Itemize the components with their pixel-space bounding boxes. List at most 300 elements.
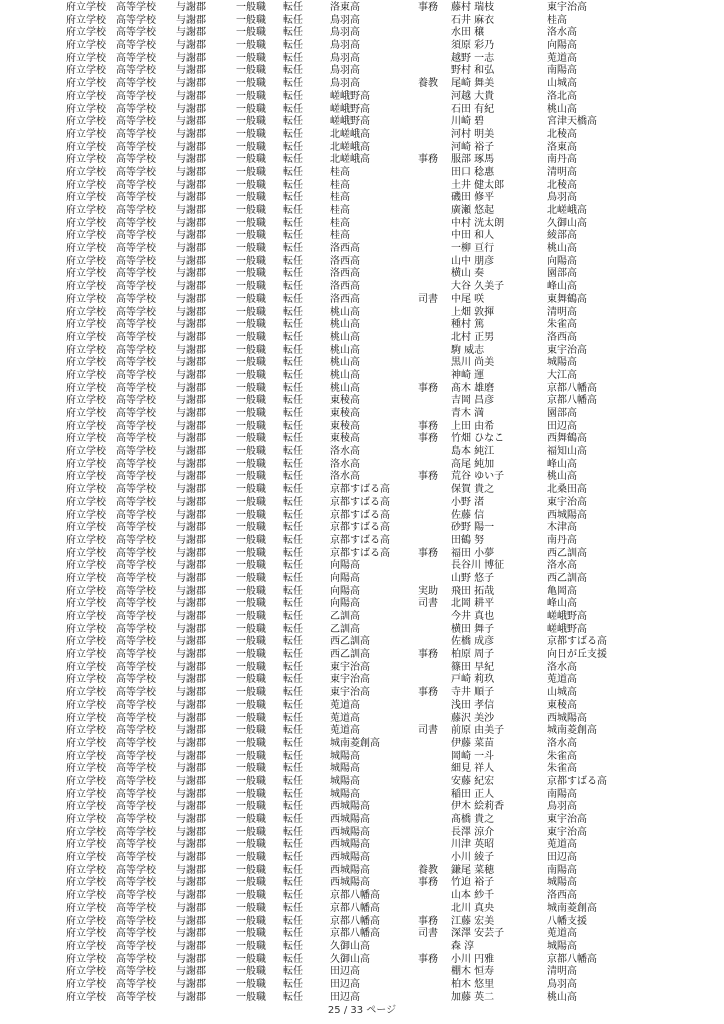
destination-school-cell: 京都すばる高 [330,534,390,546]
employee-name-cell: 福田 小夢 [451,547,495,559]
job-class-cell: 一般職 [236,737,266,749]
category-cell: 府立学校 [66,890,106,902]
transfer-type-cell: 転任 [283,699,303,711]
employee-name-cell: 青木 満 [451,408,485,419]
previous-school-cell: 西舞鶴高 [547,433,587,445]
employee-name-cell: 髙木 雄磨 [451,382,495,394]
destination-school-cell: 久御山高 [330,940,370,952]
category-cell: 府立学校 [66,687,106,699]
employee-name-cell: 山中 朋彦 [451,255,495,267]
destination-school-cell: 東宇治高 [330,687,370,699]
table-row [0,624,724,637]
table-row [0,611,724,624]
job-class-cell: 一般職 [236,408,266,419]
job-class-cell: 一般職 [236,890,266,902]
transfer-type-cell: 転任 [283,902,303,914]
category-cell: 府立学校 [66,598,106,610]
table-row [0,751,724,764]
category-cell: 府立学校 [66,725,106,737]
school-type-cell: 高等学校 [116,382,156,394]
job-class-cell: 一般職 [236,205,266,216]
table-row [0,230,724,243]
job-class-cell: 一般職 [236,509,266,521]
school-type-cell: 高等学校 [116,217,156,229]
district-cell: 与謝郡 [176,928,206,940]
district-cell: 与謝郡 [176,877,206,889]
previous-school-cell: 北桑田高 [547,484,587,496]
previous-school-cell: 莵道高 [547,928,577,940]
previous-school-cell: 向陽高 [547,255,577,267]
employee-name-cell: 森 淳 [451,940,475,952]
district-cell: 与謝郡 [176,458,206,470]
employee-name-cell: 小川 綾子 [451,852,495,864]
district-cell: 与謝郡 [176,522,206,534]
employee-name-cell: 佐橋 成彦 [451,636,495,648]
district-cell: 与謝郡 [176,433,206,445]
category-cell: 府立学校 [66,560,106,572]
employee-name-cell: 越野 一志 [451,52,495,64]
previous-school-cell: 福知山高 [547,446,587,458]
category-cell: 府立学校 [66,90,106,102]
job-class-cell: 一般職 [236,471,266,483]
district-cell: 与謝郡 [176,243,206,255]
district-cell: 与謝郡 [176,293,206,305]
position-cell: 事務 [418,915,438,927]
school-type-cell: 高等学校 [116,281,156,293]
position-cell: 事務 [418,420,438,432]
job-class-cell: 一般職 [236,243,266,255]
employee-name-cell: 大谷 久美子 [451,281,505,293]
category-cell: 府立学校 [66,65,106,77]
previous-school-cell: 城南菱創高 [547,902,597,914]
district-cell: 与謝郡 [176,382,206,394]
destination-school-cell: 鳥羽高 [330,27,360,39]
district-cell: 与謝郡 [176,446,206,458]
district-cell: 与謝郡 [176,852,206,864]
employee-name-cell: 尾崎 舞美 [451,78,495,90]
job-class-cell: 一般職 [236,65,266,77]
table-row [0,674,724,687]
previous-school-cell: 綾部高 [547,230,577,242]
previous-school-cell: 桃山高 [547,243,577,255]
category-cell: 府立学校 [66,852,106,864]
previous-school-cell: 嵯峨野高 [547,623,587,635]
table-row [0,116,724,129]
category-cell: 府立学校 [66,547,106,559]
employee-name-cell: 北村 正男 [451,331,495,343]
district-cell: 与謝郡 [176,890,206,902]
previous-school-cell: 木津高 [547,522,577,534]
district-cell: 与謝郡 [176,788,206,800]
previous-school-cell: 向日が丘支援 [547,649,607,661]
district-cell: 与謝郡 [176,369,206,381]
transfer-type-cell: 転任 [283,940,303,952]
destination-school-cell: 桃山高 [330,319,360,331]
transfer-type-cell: 転任 [283,864,303,876]
previous-school-cell: 東宇治高 [547,344,587,356]
destination-school-cell: 莵道高 [330,712,360,724]
table-row [0,357,724,370]
transfer-type-cell: 転任 [283,661,303,673]
job-class-cell: 一般職 [236,52,266,64]
employee-name-cell: 山野 悠子 [451,572,495,584]
previous-school-cell: 京都すばる高 [547,775,607,787]
district-cell: 与謝郡 [176,408,206,419]
employee-name-cell: 鎌尾 菜穂 [451,864,495,876]
destination-school-cell: 桃山高 [330,344,360,356]
table-row [0,53,724,66]
job-class-cell: 一般職 [236,166,266,178]
table-row [0,167,724,180]
category-cell: 府立学校 [66,699,106,711]
district-cell: 与謝郡 [176,801,206,813]
job-class-cell: 一般職 [236,547,266,559]
category-cell: 府立学校 [66,978,106,990]
destination-school-cell: 洛水高 [330,446,360,458]
school-type-cell: 高等学校 [116,369,156,381]
transfer-type-cell: 転任 [283,217,303,229]
position-cell: 司書 [418,725,438,737]
previous-school-cell: 田辺高 [547,852,577,864]
school-type-cell: 高等学校 [116,128,156,140]
employee-name-cell: 野村 和弘 [451,65,495,77]
transfer-type-cell: 転任 [283,534,303,546]
employee-name-cell: 竹迫 裕子 [451,877,495,889]
employee-name-cell: 服部 琢馬 [451,154,495,166]
employee-name-cell: 北川 真央 [451,902,495,914]
table-row [0,814,724,827]
district-cell: 与謝郡 [176,864,206,876]
transfer-type-cell: 転任 [283,369,303,381]
table-row [0,243,724,256]
employee-name-cell: 吉岡 昌彦 [451,395,495,407]
transfer-type-cell: 転任 [283,509,303,521]
employee-name-cell: 伊木 絵莉香 [451,801,505,813]
school-type-cell: 高等学校 [116,725,156,737]
employee-name-cell: 棚木 恒寿 [451,966,495,978]
previous-school-cell: 宮津天橋高 [547,116,597,128]
job-class-cell: 一般職 [236,623,266,635]
transfer-type-cell: 転任 [283,611,303,622]
previous-school-cell: 南陽高 [547,864,577,876]
job-class-cell: 一般職 [236,128,266,140]
previous-school-cell: 東宇治高 [547,814,587,825]
employee-name-cell: 河崎 裕子 [451,141,495,153]
previous-school-cell: 南陽高 [547,65,577,77]
job-class-cell: 一般職 [236,319,266,331]
job-class-cell: 一般職 [236,433,266,445]
transfer-type-cell: 転任 [283,14,303,26]
district-cell: 与謝郡 [176,103,206,115]
district-cell: 与謝郡 [176,737,206,749]
destination-school-cell: 洛西高 [330,293,360,305]
school-type-cell: 高等学校 [116,712,156,724]
district-cell: 与謝郡 [176,966,206,978]
destination-school-cell: 西城陽高 [330,826,370,838]
job-class-cell: 一般職 [236,116,266,128]
table-row [0,345,724,358]
job-class-cell: 一般職 [236,674,266,686]
district-cell: 与謝郡 [176,116,206,128]
district-cell: 与謝郡 [176,179,206,191]
category-cell: 府立学校 [66,217,106,229]
category-cell: 府立学校 [66,737,106,749]
category-cell: 府立学校 [66,446,106,458]
previous-school-cell: 西城陽高 [547,712,587,724]
table-row [0,510,724,523]
destination-school-cell: 西乙訓高 [330,636,370,648]
employee-name-cell: 田鶴 努 [451,534,485,546]
transfer-type-cell: 転任 [283,826,303,838]
district-cell: 与謝郡 [176,268,206,280]
job-class-cell: 一般職 [236,141,266,153]
job-class-cell: 一般職 [236,2,266,13]
transfer-type-cell: 転任 [283,281,303,293]
school-type-cell: 高等学校 [116,27,156,39]
transfer-type-cell: 転任 [283,446,303,458]
table-row [0,877,724,890]
job-class-cell: 一般職 [236,852,266,864]
previous-school-cell: 桂高 [547,14,567,26]
district-cell: 与謝郡 [176,534,206,546]
category-cell: 府立学校 [66,611,106,622]
school-type-cell: 高等学校 [116,649,156,661]
destination-school-cell: 鳥羽高 [330,40,360,52]
transfer-type-cell: 転任 [283,890,303,902]
previous-school-cell: 西城陽高 [547,509,587,521]
job-class-cell: 一般職 [236,991,266,1003]
employee-name-cell: 一柳 亘行 [451,243,495,255]
employee-name-cell: 細見 祥人 [451,763,495,775]
employee-name-cell: 山本 紗千 [451,890,495,902]
previous-school-cell: 八幡支援 [547,915,587,927]
transfer-type-cell: 転任 [283,116,303,128]
employee-name-cell: 岡崎 一斗 [451,750,495,762]
previous-school-cell: 峰山高 [547,281,577,293]
destination-school-cell: 西城陽高 [330,864,370,876]
destination-school-cell: 桃山高 [330,382,360,394]
employee-name-cell: 戸崎 莉玖 [451,674,495,686]
table-row [0,713,724,726]
table-row [0,192,724,205]
destination-school-cell: 西城陽高 [330,839,370,851]
category-cell: 府立学校 [66,331,106,343]
category-cell: 府立学校 [66,484,106,496]
transfer-type-cell: 転任 [283,40,303,52]
table-row [0,40,724,53]
job-class-cell: 一般職 [236,788,266,800]
table-row [0,27,724,40]
previous-school-cell: 朱雀高 [547,319,577,331]
previous-school-cell: 東宇治高 [547,826,587,838]
job-class-cell: 一般職 [236,611,266,622]
destination-school-cell: 北嵯峨高 [330,128,370,140]
district-cell: 与謝郡 [176,763,206,775]
school-type-cell: 高等学校 [116,852,156,864]
district-cell: 与謝郡 [176,623,206,635]
table-row [0,776,724,789]
previous-school-cell: 園部高 [547,268,577,280]
destination-school-cell: 洛西高 [330,255,360,267]
school-type-cell: 高等学校 [116,801,156,813]
category-cell: 府立学校 [66,649,106,661]
category-cell: 府立学校 [66,395,106,407]
destination-school-cell: 莵道高 [330,725,360,737]
district-cell: 与謝郡 [176,649,206,661]
page-number: 25 / 33 ページ [327,1005,397,1016]
employee-name-cell: 小野 渚 [451,496,485,508]
employee-name-cell: 藤村 瑞枝 [451,2,495,13]
table-row [0,738,724,751]
table-row [0,979,724,992]
district-cell: 与謝郡 [176,128,206,140]
transfer-type-cell: 転任 [283,141,303,153]
transfer-type-cell: 転任 [283,585,303,597]
transfer-type-cell: 転任 [283,458,303,470]
district-cell: 与謝郡 [176,496,206,508]
employee-name-cell: 深澤 安芸子 [451,928,505,940]
transfer-type-cell: 転任 [283,27,303,39]
job-class-cell: 一般職 [236,395,266,407]
transfer-type-cell: 転任 [283,103,303,115]
employee-name-cell: 浅田 孝信 [451,699,495,711]
category-cell: 府立学校 [66,788,106,800]
category-cell: 府立学校 [66,154,106,166]
previous-school-cell: 峰山高 [547,458,577,470]
employee-name-cell: 飛田 拓哉 [451,585,495,597]
employee-name-cell: 横山 奏 [451,268,485,280]
previous-school-cell: 莵道高 [547,674,577,686]
transfer-type-cell: 転任 [283,978,303,990]
school-type-cell: 高等学校 [116,687,156,699]
transfer-type-cell: 転任 [283,915,303,927]
category-cell: 府立学校 [66,369,106,381]
district-cell: 与謝郡 [176,255,206,267]
school-type-cell: 高等学校 [116,928,156,940]
category-cell: 府立学校 [66,991,106,1003]
employee-name-cell: 稲田 正人 [451,788,495,800]
category-cell: 府立学校 [66,915,106,927]
district-cell: 与謝郡 [176,90,206,102]
destination-school-cell: 東稜高 [330,433,360,445]
employee-name-cell: 今井 真也 [451,611,495,622]
category-cell: 府立学校 [66,2,106,13]
destination-school-cell: 西城陽高 [330,801,370,813]
job-class-cell: 一般職 [236,179,266,191]
district-cell: 与謝郡 [176,636,206,648]
job-class-cell: 一般職 [236,750,266,762]
table-row [0,15,724,28]
employee-name-cell: 川崎 碧 [451,116,485,128]
category-cell: 府立学校 [66,940,106,952]
previous-school-cell: 東舞鶴高 [547,293,587,305]
table-row [0,598,724,611]
previous-school-cell: 洛水高 [547,737,577,749]
category-cell: 府立学校 [66,205,106,216]
previous-school-cell: 北稜高 [547,128,577,140]
transfer-type-cell: 転任 [283,877,303,889]
category-cell: 府立学校 [66,243,106,255]
school-type-cell: 高等学校 [116,877,156,889]
school-type-cell: 高等学校 [116,446,156,458]
category-cell: 府立学校 [66,306,106,318]
category-cell: 府立学校 [66,179,106,191]
destination-school-cell: 京都八幡高 [330,928,380,940]
table-row [0,408,724,421]
destination-school-cell: 田辺高 [330,966,360,978]
category-cell: 府立学校 [66,712,106,724]
school-type-cell: 高等学校 [116,395,156,407]
transfer-type-cell: 転任 [283,268,303,280]
job-class-cell: 一般職 [236,636,266,648]
table-row [0,446,724,459]
employee-name-cell: 田口 稔惠 [451,166,495,178]
employee-name-cell: 神崎 運 [451,369,485,381]
previous-school-cell: 向陽高 [547,40,577,52]
previous-school-cell: 西乙訓高 [547,572,587,584]
job-class-cell: 一般職 [236,940,266,952]
school-type-cell: 高等学校 [116,547,156,559]
job-class-cell: 一般職 [236,496,266,508]
table-row [0,205,724,218]
category-cell: 府立学校 [66,268,106,280]
destination-school-cell: 京都すばる高 [330,484,390,496]
job-class-cell: 一般職 [236,14,266,26]
table-row [0,548,724,561]
district-cell: 与謝郡 [176,953,206,965]
job-class-cell: 一般職 [236,801,266,813]
destination-school-cell: 東稜高 [330,408,360,419]
school-type-cell: 高等学校 [116,52,156,64]
previous-school-cell: 京都八幡高 [547,395,597,407]
position-cell: 事務 [418,382,438,394]
employee-name-cell: 河村 明美 [451,128,495,140]
transfer-type-cell: 転任 [283,547,303,559]
category-cell: 府立学校 [66,103,106,115]
transfer-type-cell: 転任 [283,572,303,584]
previous-school-cell: 東稜高 [547,699,577,711]
category-cell: 府立学校 [66,585,106,597]
table-row [0,966,724,979]
destination-school-cell: 鳥羽高 [330,52,360,64]
school-type-cell: 高等学校 [116,572,156,584]
district-cell: 与謝郡 [176,826,206,838]
district-cell: 与謝郡 [176,839,206,851]
destination-school-cell: 向陽高 [330,585,360,597]
category-cell: 府立学校 [66,928,106,940]
category-cell: 府立学校 [66,509,106,521]
category-cell: 府立学校 [66,674,106,686]
district-cell: 与謝郡 [176,687,206,699]
school-type-cell: 高等学校 [116,750,156,762]
employee-name-cell: 寺井 順子 [451,687,495,699]
table-row [0,522,724,535]
district-cell: 与謝郡 [176,281,206,293]
table-row [0,865,724,878]
destination-school-cell: 洛水高 [330,458,360,470]
employee-name-cell: 磯田 修平 [451,192,495,204]
employee-name-cell: 種村 篤 [451,319,485,331]
job-class-cell: 一般職 [236,928,266,940]
transfer-type-cell: 転任 [283,636,303,648]
category-cell: 府立学校 [66,319,106,331]
category-cell: 府立学校 [66,750,106,762]
employee-name-cell: 河越 大貴 [451,90,495,102]
category-cell: 府立学校 [66,357,106,369]
employee-name-cell: 髙橋 貴之 [451,814,495,825]
employee-name-cell: 川津 英昭 [451,839,495,851]
employee-name-cell: 竹畑 ひなこ [451,433,505,445]
